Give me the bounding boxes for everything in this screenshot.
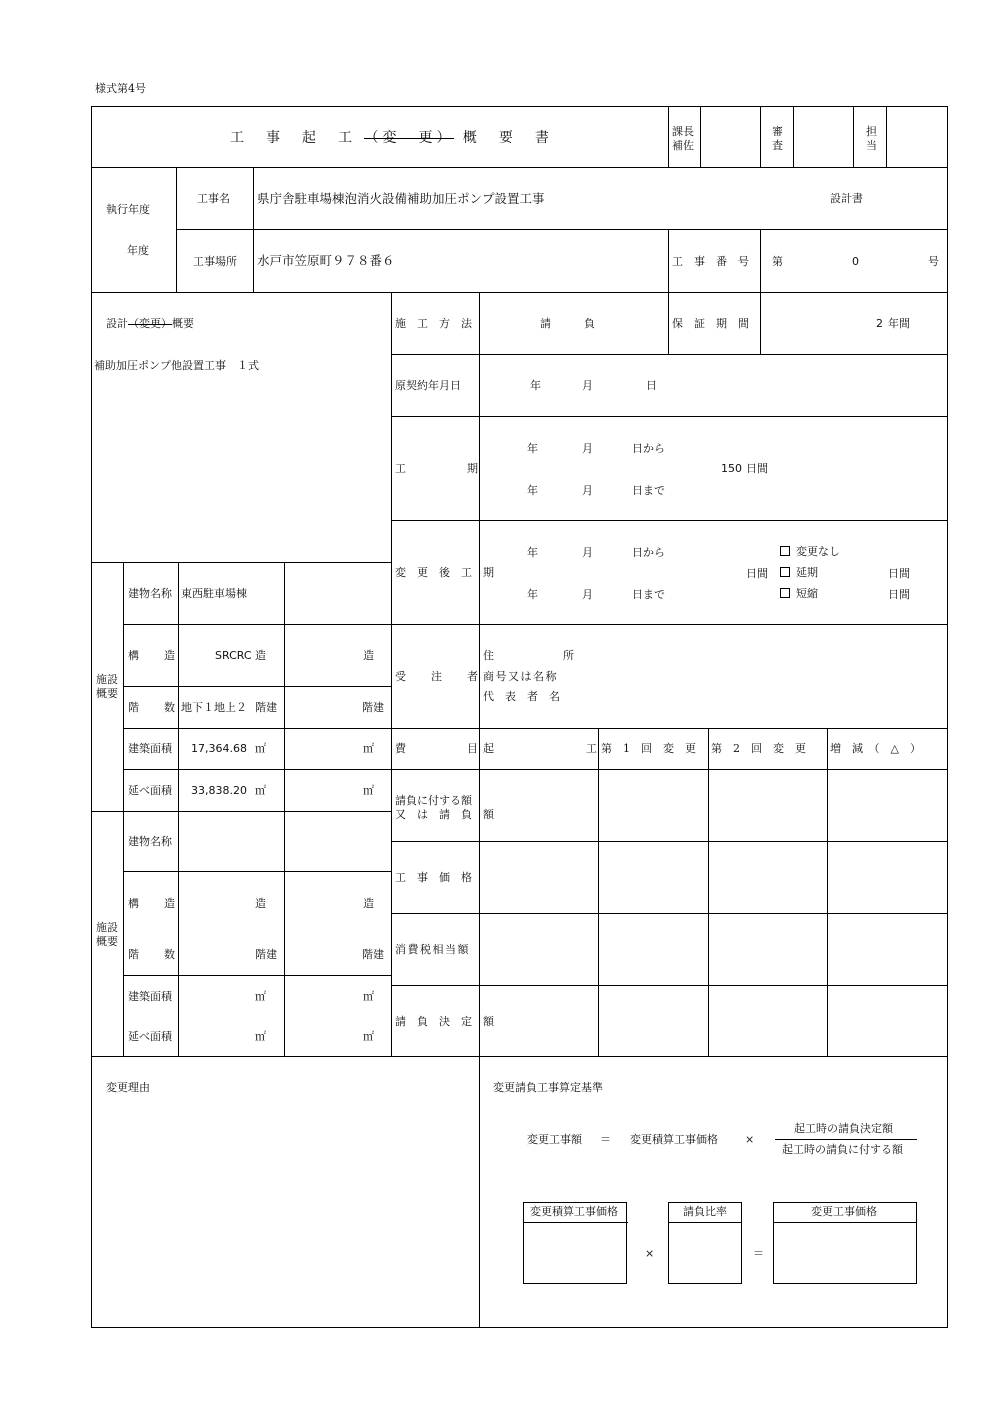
warranty-unit: 年間 [888,317,910,330]
contract-month: 月 [582,379,593,392]
cost-col-start-a: 起 [483,742,494,755]
work-name-label: 工事名 [197,192,230,205]
cost-header-label-a: 費 [395,742,406,755]
contractor-label-a: 受 [395,670,406,683]
formula-denominator: 起工時の請負に付する額 [782,1143,903,1156]
contractor-label-b: 注 [431,670,442,683]
period-to-year: 年 [527,484,538,497]
formula-fraction-line [775,1139,917,1140]
facility2-structure-label-b: 造 [164,897,175,910]
facility1-floor-area-label: 延べ面積 [128,784,172,797]
extend-checkbox[interactable] [780,567,790,577]
facility1-floors-label-a: 階 [128,701,139,714]
changed-to-month: 月 [582,588,593,601]
facility1-area-unit: ㎡ [255,742,266,755]
facility1-structure-unit: 造 [255,649,266,662]
contractor-address-b: 所 [563,649,574,662]
cost-col-change1: 第 1 回 変 更 [601,742,696,755]
facility1-floor-area-unit2: ㎡ [363,784,374,797]
facility1-floors-value: 地下１地上２ [181,701,247,714]
formula-price: 変更積算工事価格 [630,1133,718,1146]
changed-from-year: 年 [527,546,538,559]
facility2-area-label: 建築面積 [128,990,172,1003]
location-value: 水戸市笠原町９７８番６ [257,253,395,268]
period-days-value: 150 [721,462,742,475]
changed-from: 日から [632,546,665,559]
title-tail: 概 要 書 [462,130,553,146]
facility2-area-unit2: ㎡ [363,990,374,1003]
period-label-right: 期 [467,462,478,475]
work-number-prefix: 第 [772,255,783,268]
box1-label: 変更積算工事価格 [530,1205,618,1218]
facility1-area-value: 17,364.68 [191,742,247,755]
fiscal-year-label: 執行年度 [106,203,150,216]
work-number-label: 工 事 番 号 [672,255,749,268]
title-main: 工 事 起 工 [230,130,356,146]
formula-eq: ＝ [600,1133,611,1146]
option-no-change[interactable]: 変更なし [780,545,840,559]
shorten-unit: 日間 [888,588,910,601]
facility2-structure-unit2: 造 [363,897,374,910]
box2-label: 請負比率 [683,1205,727,1218]
method-value: 請 負 [540,317,595,330]
formula-times: × [745,1133,755,1146]
contractor-label-c: 者 [467,670,478,683]
cost-row-tax: 消費税相当額 [395,943,470,956]
facility1-floors-unit: 階建 [255,701,277,714]
facility2-floors-unit2: 階建 [362,948,384,961]
facility1-structure-unit2: 造 [363,649,374,662]
cost-col-diff: 増 減 （ △ ） [830,742,921,755]
facility1-group-label: 施設 概要 [96,673,118,700]
cost-row-decided: 請 負 決 定 額 [395,1015,494,1028]
period-label-left: 工 [395,462,406,475]
facility2-floors-label-a: 階 [128,948,139,961]
contract-day: 日 [646,379,657,392]
formula-numerator: 起工時の請負決定額 [794,1122,893,1135]
option-extend[interactable]: 延期 [780,566,818,580]
facility1-building-label: 建物名称 [128,587,172,600]
contractor-address-a: 住 [483,649,494,662]
changed-to: 日まで [632,588,665,601]
no-change-checkbox[interactable] [780,546,790,556]
facility2-floors-unit: 階建 [255,948,277,961]
work-number-value: 0 [852,255,859,268]
fiscal-year-unit: 年度 [127,244,149,257]
changed-from-month: 月 [582,546,593,559]
box-times: × [645,1247,655,1260]
facility1-floors-label-b: 数 [164,701,175,714]
option-shorten[interactable]: 短縮 [780,587,818,601]
changed-period-label: 変 更 後 工 期 [395,566,494,579]
change-reason-label: 変更理由 [106,1081,150,1094]
cost-col-change2: 第 2 回 変 更 [711,742,806,755]
form-number: 様式第4号 [95,82,146,95]
facility2-group-label: 施設 概要 [96,921,118,948]
facility2-floor-area-unit: ㎡ [255,1030,266,1043]
period-days-unit: 日間 [746,462,768,475]
shorten-checkbox[interactable] [780,588,790,598]
stamp-1-label: 課長 補佐 [672,125,694,152]
cost-row-target: 請負に付する額 又 は 請 負 額 [395,794,494,821]
extend-unit: 日間 [888,567,910,580]
formula-lhs: 変更工事額 [527,1133,582,1146]
contract-year: 年 [530,379,541,392]
work-name-value: 県庁舎駐車場棟泡消火設備補助加圧ポンプ設置工事 [257,191,545,206]
design-outline-label: 設計（変更）概要 [106,317,194,330]
changed-to-year: 年 [527,588,538,601]
box3-label: 変更工事価格 [811,1205,877,1218]
period-to-month: 月 [582,484,593,497]
method-label: 施 工 方 法 [395,317,472,330]
period-from-month: 月 [582,442,593,455]
cost-col-start-b: 工 [586,742,597,755]
facility1-structure-value: SRCRC [215,649,252,662]
period-from-year: 年 [527,442,538,455]
facility1-floors-unit2: 階建 [362,701,384,714]
changed-days-unit: 日間 [746,567,768,580]
facility1-building-value: 東西駐車場棟 [181,587,247,600]
title-struck: （変 更） [364,130,455,146]
facility2-structure-unit: 造 [255,897,266,910]
contractor-company-label: 商号又は名称 [483,670,558,683]
cost-header-label-b: 目 [467,742,478,755]
work-number-suffix: 号 [928,255,939,268]
stamp-2-label: 審 査 [772,125,783,152]
period-from: 日から [632,442,665,455]
stamp-3-label: 担 当 [866,125,877,152]
facility1-area-unit2: ㎡ [363,742,374,755]
contract-date-label: 原契約年月日 [395,379,461,392]
facility2-structure-label-a: 構 [128,897,139,910]
facility1-area-label: 建築面積 [128,742,172,755]
form-title [230,130,553,148]
facility1-structure-label-a: 構 [128,649,139,662]
contractor-representative-label: 代 表 者 名 [483,690,560,703]
warranty-value: 2 [876,317,883,330]
change-basis-label: 変更請負工事算定基準 [493,1081,603,1094]
facility2-floor-area-label: 延べ面積 [128,1030,172,1043]
location-label: 工事場所 [193,255,237,268]
facility2-floors-label-b: 数 [164,948,175,961]
facility2-building-label: 建物名称 [128,835,172,848]
design-doc-label: 設計書 [830,192,863,205]
period-to: 日まで [632,484,665,497]
facility2-floor-area-unit2: ㎡ [363,1030,374,1043]
facility1-floor-area-value: 33,838.20 [191,784,247,797]
facility1-structure-label-b: 造 [164,649,175,662]
warranty-label: 保 証 期 間 [672,317,749,330]
box-eq: ＝ [753,1247,764,1260]
cost-row-price: 工 事 価 格 [395,871,472,884]
design-outline-content: 補助加圧ポンプ他設置工事 １式 [94,359,259,372]
facility2-area-unit: ㎡ [255,990,266,1003]
facility1-floor-area-unit: ㎡ [255,784,266,797]
